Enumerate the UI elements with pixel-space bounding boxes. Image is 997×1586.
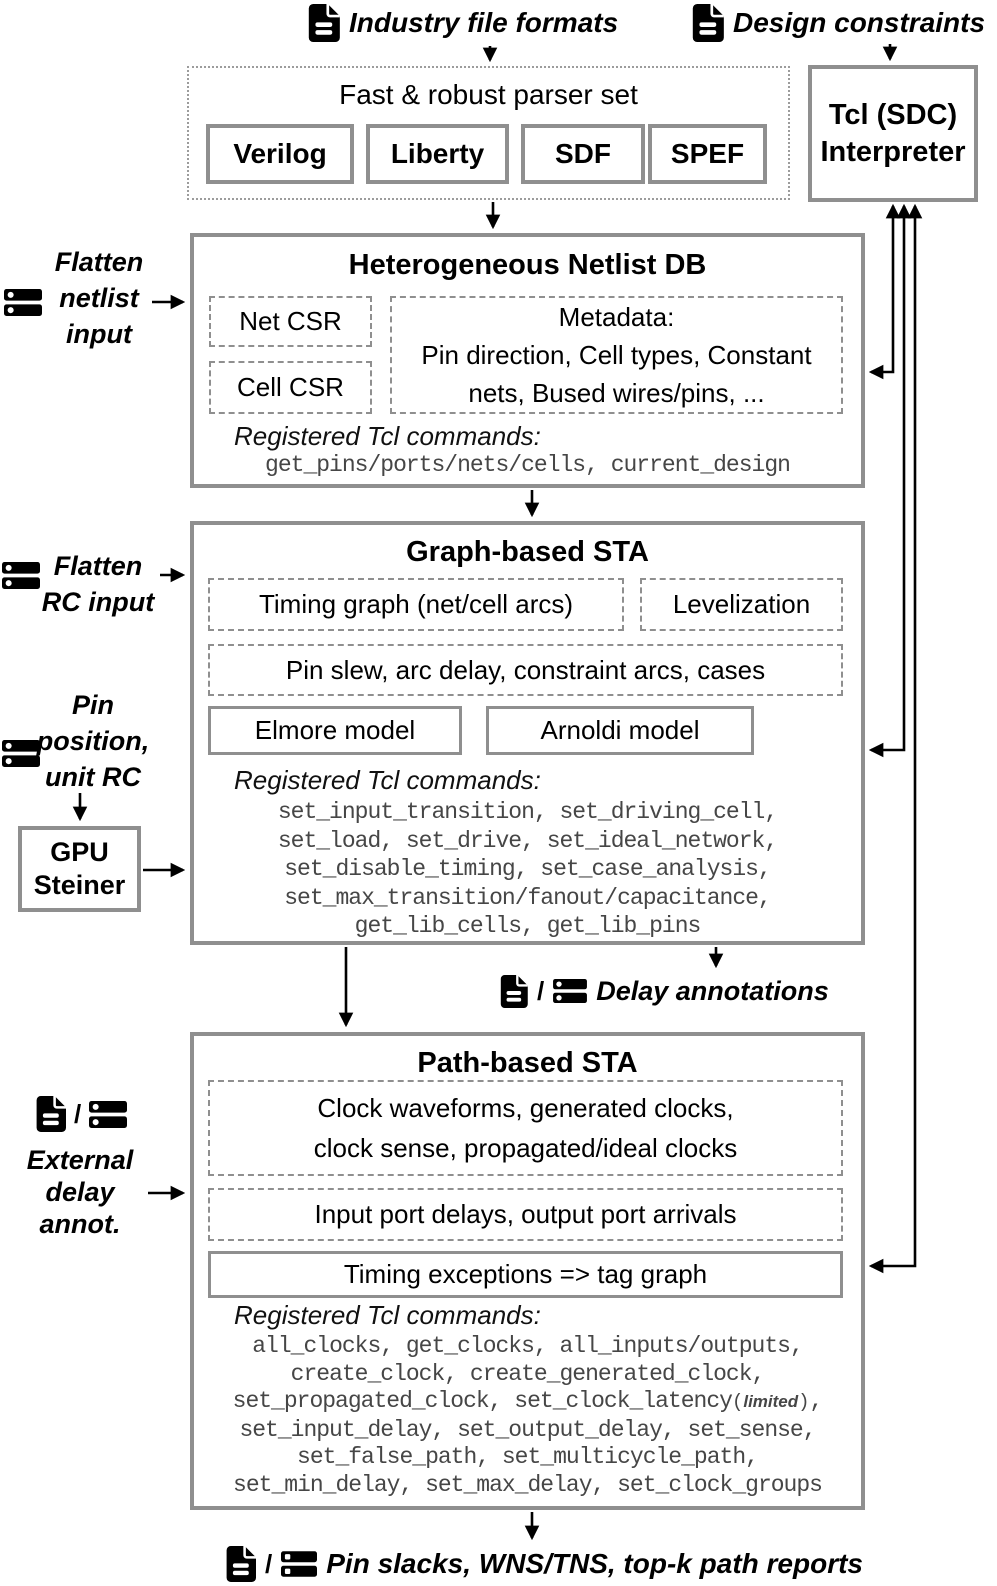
- clock-waveforms-box: [208, 1080, 843, 1176]
- elmore-model-box: Elmore model: [208, 706, 462, 755]
- gpu-steiner-line2: Steiner: [33, 870, 126, 900]
- arnoldi-model-box: Arnoldi model: [486, 706, 754, 755]
- tcl-interpreter-line1: Tcl (SDC): [828, 98, 958, 131]
- document-icon: [692, 4, 724, 42]
- document-icon: [36, 1096, 66, 1132]
- format-box-liberty: Liberty: [366, 124, 509, 184]
- document-icon: [308, 4, 340, 42]
- levelization-box: Levelization: [640, 578, 843, 631]
- command-line: set_false_path, set_multicycle_path,: [297, 1444, 758, 1471]
- industry-file-formats-label: [308, 2, 618, 44]
- external-delay-icons: [36, 1094, 127, 1134]
- tcl-interpreter-line2: Interpreter: [820, 135, 966, 168]
- label-line: unit RC: [45, 762, 141, 792]
- document-icon: [226, 1546, 256, 1582]
- command-line: set_load, set_drive, set_ideal_network,: [277, 827, 778, 854]
- arrow-tcl-graph-bidir: [871, 206, 904, 750]
- port-delays-box: Input port delays, output port arrivals: [208, 1188, 843, 1241]
- format-box-sdf: SDF: [521, 124, 645, 184]
- label-line: input: [66, 319, 132, 349]
- clock-waveforms-line: Clock waveforms, generated clocks,: [317, 1093, 734, 1123]
- delay-annotations-text: Delay annotations: [596, 975, 829, 1006]
- path-registered-label: Registered Tcl commands:: [234, 1300, 541, 1330]
- path-sta-title: Path-based STA: [417, 1047, 638, 1079]
- reports-label: [226, 1544, 863, 1584]
- label-line: RC input: [41, 587, 155, 617]
- gpu-steiner-box: [18, 826, 141, 912]
- netlist-registered-label: Registered Tcl commands:: [234, 421, 541, 451]
- command-line: set_max_transition/fanout/capacitance,: [284, 884, 771, 911]
- industry-file-formats-text: Industry file formats: [349, 7, 619, 38]
- label-line: annot.: [39, 1209, 121, 1239]
- external-delay-annot-label: [12, 1144, 148, 1240]
- command-line: set_input_delay, set_output_delay, set_sense,: [239, 1416, 816, 1443]
- label-line: position,: [36, 726, 150, 756]
- pin-position-unit-rc-label: [28, 687, 158, 795]
- flatten-rc-input-label: [34, 548, 162, 620]
- slash-separator: /: [74, 1098, 82, 1129]
- dataset-icon: [4, 289, 42, 316]
- graph-sta-title: Graph-based STA: [406, 536, 649, 568]
- dataset-icon: [89, 1101, 127, 1128]
- flatten-netlist-input-label: [44, 244, 154, 352]
- delay-annotations-label: [500, 972, 829, 1010]
- tcl-interpreter-box: [808, 65, 978, 202]
- document-icon: [500, 975, 528, 1008]
- metadata-box: [390, 296, 843, 414]
- label-line: delay: [45, 1177, 115, 1207]
- label-line: Pin: [71, 690, 114, 720]
- design-constraints-label: [692, 2, 985, 44]
- label-line: External: [26, 1145, 134, 1175]
- graph-commands: [190, 798, 865, 941]
- metadata-line: Metadata:: [558, 302, 675, 332]
- format-box-verilog: Verilog: [206, 124, 354, 184]
- graph-registered-label: Registered Tcl commands:: [234, 765, 541, 795]
- command-line: set_disable_timing, set_case_analysis,: [284, 856, 771, 883]
- command-line: set_propagated_clock, set_clock_latency(limited),: [232, 1388, 823, 1415]
- command-line: get_lib_cells, get_lib_pins: [354, 913, 701, 940]
- metadata-line: nets, Bused wires/pins, ...: [468, 378, 765, 408]
- arrow-tcl-path-bidir: [871, 206, 915, 1266]
- clock-waveforms-line: clock sense, propagated/ideal clocks: [313, 1133, 738, 1163]
- netlist-commands: [190, 452, 865, 478]
- metadata-line: Pin direction, Cell types, Constant: [421, 340, 812, 370]
- pin-slew-box: Pin slew, arc delay, constraint arcs, cases: [208, 644, 843, 696]
- arrow-tcl-netlist-bidir: [871, 206, 893, 372]
- command-line: create_clock, create_generated_clock,: [290, 1360, 765, 1387]
- design-constraints-text: Design constraints: [733, 7, 986, 38]
- dataset-icon: [553, 979, 587, 1003]
- netlist-db-title: Heterogeneous Netlist DB: [348, 249, 707, 281]
- format-box-spef: SPEF: [648, 124, 767, 184]
- slash-separator: /: [537, 975, 545, 1006]
- reports-text: Pin slacks, WNS/TNS, top-k path reports: [326, 1548, 863, 1579]
- gpu-steiner-line1: GPU: [50, 837, 109, 867]
- dataset-icon: [281, 1551, 317, 1577]
- net-csr-box: Net CSR: [209, 296, 372, 347]
- command-line: set_input_transition, set_driving_cell,: [277, 799, 778, 825]
- timing-graph-box: Timing graph (net/cell arcs): [208, 578, 624, 631]
- path-commands: [190, 1333, 865, 1500]
- timing-exceptions-box: Timing exceptions => tag graph: [208, 1251, 843, 1298]
- label-line: netlist: [59, 283, 139, 313]
- parser-set-title: Fast & robust parser set: [339, 79, 638, 110]
- command-line: all_clocks, get_clocks, all_inputs/outputs,: [252, 1333, 803, 1359]
- command-line: set_min_delay, set_max_delay, set_clock_groups: [233, 1471, 822, 1498]
- label-line: Flatten: [54, 247, 144, 277]
- cell-csr-box: Cell CSR: [209, 361, 372, 414]
- slash-separator: /: [265, 1548, 273, 1579]
- command-line: get_pins/ports/nets/cells, current_design: [265, 452, 790, 478]
- label-line: Flatten: [53, 551, 143, 581]
